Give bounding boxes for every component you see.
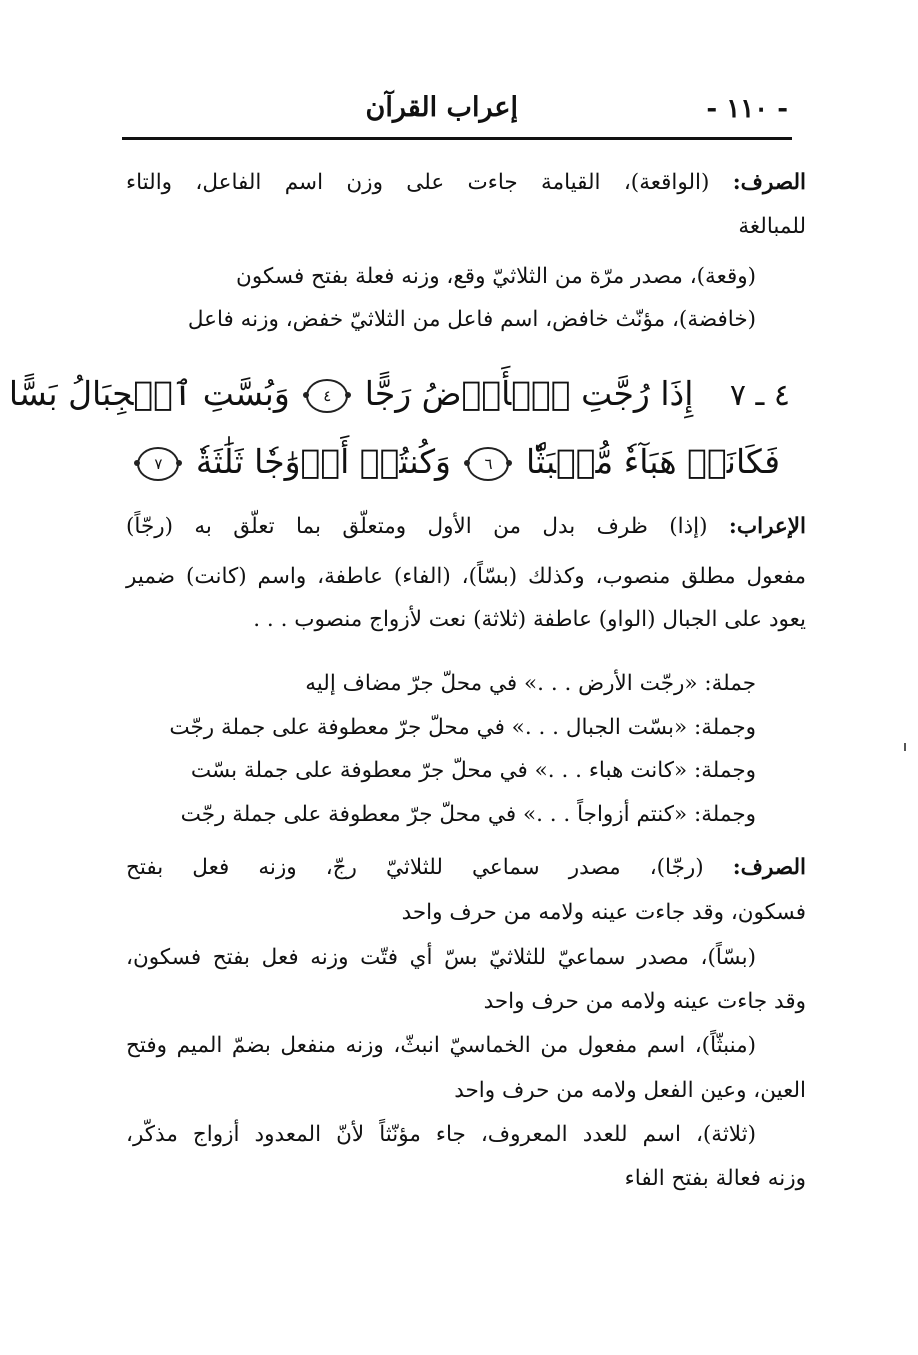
- page-header: [122, 88, 788, 130]
- sarf2-line3: (بسّاً)، مصدر سماعيّ للثلاثيّ بسّ أي فتّت وزنه فعل بفتح فسكون،: [126, 945, 756, 970]
- verse-line-2: [150, 440, 780, 484]
- sarf1-line4: (خافضة)، مؤنّث خافض، اسم فاعل من الثلاثيّ خفض، وزنه فاعل: [187, 307, 756, 332]
- sarf1-label: الصرف:: [732, 170, 806, 195]
- sarf1-line2: للمبالغة: [738, 214, 806, 239]
- irab-line1: الإعراب: (إذا) ظرف بدل من الأول ومتعلّق بما تعلّق به (رجّاً): [126, 514, 806, 539]
- book-title: إعراب القرآن: [365, 92, 518, 123]
- irab-line3: يعود على الجبال (الواو) عاطفة (ثلاثة) نعت لأزواج منصوب . . .: [253, 607, 806, 632]
- sarf2-line4: وقد جاءت عينه ولامه من حرف واحد: [483, 989, 806, 1014]
- verse-4: إِذَا رُجَّتِ ٱلۡأَرۡضُ رَجًّا: [364, 374, 694, 413]
- margin-mark: [904, 743, 906, 751]
- jumla-4: وجملة: «كنتم أزواجاً . . .» في محلّ جرّ معطوفة على جملة رجّت: [180, 802, 756, 827]
- sarf2-line2: فسكون، وقد جاءت عينه ولامه من حرف واحد: [401, 900, 806, 925]
- sarf2-line1: الصرف: (رجّا)، مصدر سماعي للثلاثيّ رجّ، وزنه فعل بفتح: [126, 855, 806, 880]
- sarf2-line8: وزنه فعالة بفتح الفاء: [624, 1166, 806, 1191]
- ayah-marker-4: ٤: [306, 379, 348, 413]
- irab-label: الإعراب:: [728, 514, 806, 539]
- verse-6: فَكَانَتۡ هَبَآءٗ مُّنۢبَثّٗا: [525, 442, 780, 481]
- jumla-1: جملة: «رجّت الأرض . . .» في محلّ جرّ مضاف إليه: [305, 671, 756, 696]
- ayah-marker-6: ٦: [467, 447, 509, 481]
- page-number: - ١١٠ -: [706, 94, 788, 124]
- sarf1-line3: (وقعة)، مصدر مرّة من الثلاثيّ وقع، وزنه فعلة بفتح فسكون: [236, 264, 756, 289]
- jumla-3: وجملة: «كانت هباء . . .» في محلّ جرّ معطوفة على جملة بسّت: [190, 758, 756, 783]
- sarf2-line7: (ثلاثة)، اسم للعدد المعروف، جاء مؤنّثاً لأنّ المعدود أزواج مذكّر،: [126, 1122, 756, 1147]
- header-rule: [122, 137, 792, 140]
- ayah-marker-7: ٧: [137, 447, 179, 481]
- verse-number: ٤ ـ ٧: [729, 378, 790, 413]
- sarf2-line6: العين، وعين الفعل ولامه من حرف واحد: [454, 1078, 806, 1103]
- jumla-2: وجملة: «بسّت الجبال . . .» في محلّ جرّ معطوفة على جملة رجّت: [169, 715, 756, 740]
- sarf1-line1: الصرف: (الواقعة)، القيامة جاءت على وزن اسم الفاعل، والتاء: [126, 170, 806, 195]
- verse-line-1: [8, 372, 790, 418]
- verse-5: وَبُسَّتِ ٱلۡجِبَالُ بَسًّا: [8, 374, 290, 413]
- irab-line2: مفعول مطلق منصوب، وكذلك (بسّاً)، (الفاء) عاطفة، واسم (كانت) ضمير: [126, 564, 806, 589]
- sarf2-line5: (منبثّاً)، اسم مفعول من الخماسيّ انبثّ، وزنه منفعل بضمّ الميم وفتح: [126, 1033, 756, 1058]
- sarf2-label: الصرف:: [732, 855, 806, 880]
- verse-7: وَكُنتُمۡ أَزۡوَٰجٗا ثَلَٰثَةٗ: [195, 442, 451, 481]
